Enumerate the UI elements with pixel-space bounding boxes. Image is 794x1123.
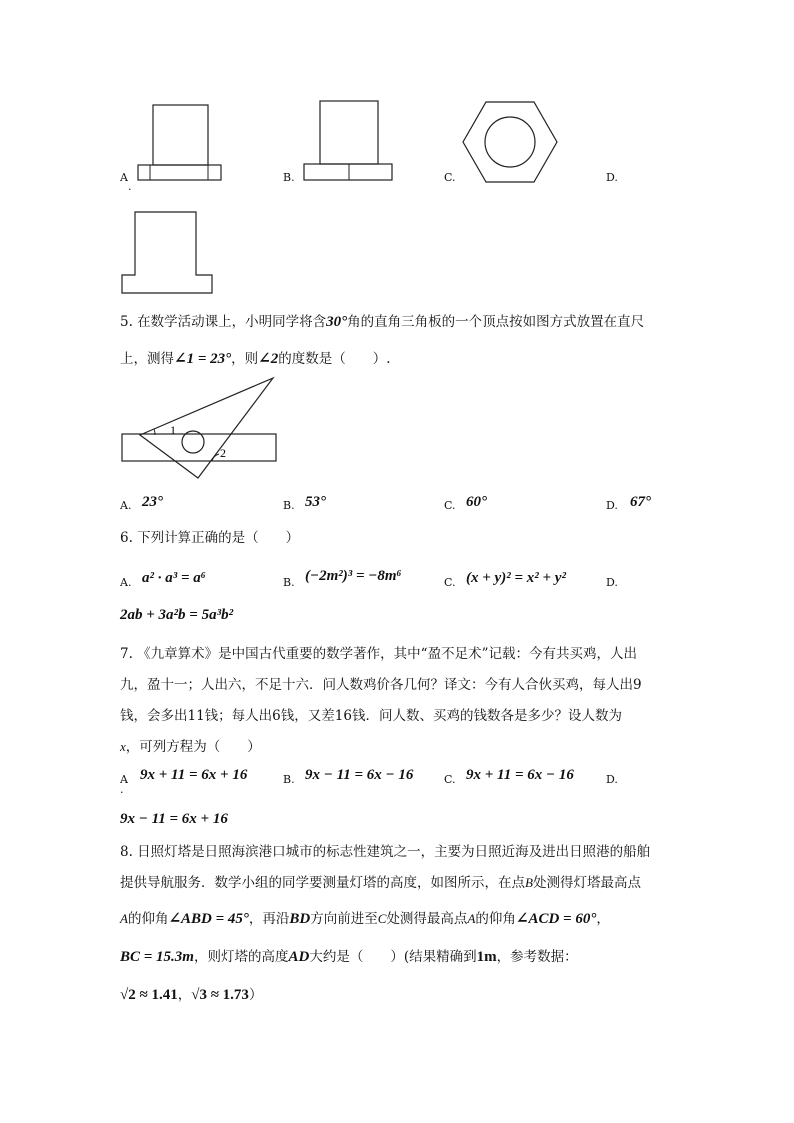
q5-opt-d-value[interactable]: 67° xyxy=(630,494,651,510)
angle-1-label: 1 xyxy=(170,423,176,437)
q8-bc: BC = 15.3m xyxy=(120,949,194,965)
q6-opt-a-label[interactable]: A. xyxy=(120,576,132,589)
q8-var-a2: A xyxy=(467,911,476,926)
q8-var-c: C xyxy=(377,911,387,926)
q8-line1: 8. 日照灯塔是日照海滨港口城市的标志性建筑之一，主要为日照近海及进出日照港的船舶 xyxy=(120,844,651,860)
q8-var-b: B xyxy=(525,875,533,890)
q8-line2-text: 提供导航服务．数学小组的同学要测量灯塔的高度，如图所示，在点 xyxy=(120,875,525,891)
q5-opt-c-label[interactable]: C. xyxy=(444,499,456,512)
q8-sqrt2: √2 ≈ 1.41 xyxy=(120,987,178,1003)
q5-line2-pre: 上，测得 xyxy=(120,351,174,367)
q8-line4-b: 大约是（ ）(结果精确到 xyxy=(309,949,477,965)
q7-var-x: x xyxy=(120,739,126,754)
q7-opt-c-label[interactable]: C. xyxy=(444,773,456,786)
q5-figure xyxy=(118,376,288,481)
q5-angle-2: ∠2 xyxy=(258,351,279,367)
option-d-figure xyxy=(120,210,214,296)
q6-stem: 6. 下列计算正确的是（ ） xyxy=(120,530,300,546)
q8-line3-e: 的仰角 xyxy=(475,911,516,927)
q8-var-a1: A xyxy=(120,911,128,926)
q6-options xyxy=(120,568,720,590)
q8-line3-a: 的仰角 xyxy=(127,911,169,927)
q5-line1-pre: 5. 在数学活动课上，小明同学将含 xyxy=(120,314,327,330)
option-b-figure xyxy=(302,99,394,183)
q5-line2-post: 的度数是（ ）. xyxy=(278,351,391,367)
q8-line3-c: 方向前进至 xyxy=(310,911,378,927)
option-d-label[interactable]: D. xyxy=(606,171,618,184)
q5-line2-mid: ，则 xyxy=(231,351,259,367)
q7-opt-c-value[interactable]: 9x + 11 = 6x − 16 xyxy=(466,767,574,783)
q5-opt-c-value[interactable]: 60° xyxy=(466,494,487,510)
q8-angle-acd: ∠ACD = 60° xyxy=(515,911,597,927)
q5-angle-30: 30° xyxy=(326,314,348,330)
option-b-label[interactable]: B. xyxy=(283,171,295,184)
q5-line1 xyxy=(120,313,644,331)
q8-line4-c: ，参考数据： xyxy=(496,949,578,965)
q5-opt-d-label[interactable]: D. xyxy=(606,499,618,512)
option-a-figure xyxy=(136,103,226,183)
q5-opt-a-label[interactable]: A. xyxy=(120,499,132,512)
q7-opt-a-dot: . xyxy=(120,783,124,796)
q5-options xyxy=(120,493,720,513)
q7-line4 xyxy=(120,738,261,756)
q8-line3-b: ，再沿 xyxy=(248,911,290,927)
q7-options xyxy=(120,767,720,796)
q8-end: ） xyxy=(248,987,263,1003)
q5-opt-a-value[interactable]: 23° xyxy=(142,494,163,510)
q8-unit: 1m xyxy=(476,949,497,965)
q7-opt-d-value[interactable]: 9x − 11 = 6x + 16 xyxy=(120,811,228,827)
q8-line3-f: ， xyxy=(596,911,610,927)
q7-line4-post: ，可列方程为（ ） xyxy=(125,739,261,755)
q5-line2 xyxy=(120,350,391,368)
set-square xyxy=(140,378,273,478)
q8-line3-d: 处测得最高点 xyxy=(386,911,468,927)
option-c-label[interactable]: C. xyxy=(444,171,456,184)
q7-opt-b-value[interactable]: 9x − 11 = 6x − 16 xyxy=(305,767,414,783)
q8-line4 xyxy=(120,948,578,966)
q7-opt-d-label[interactable]: D. xyxy=(606,773,618,786)
q8-line3 xyxy=(120,910,610,928)
q5-opt-b-label[interactable]: B. xyxy=(283,499,295,512)
angle-2-label: 2 xyxy=(220,446,226,460)
q7-line1: 7. 《九章算术》是中国古代重要的数学著作，其中“盈不足术”记载：今有共买鸡，人出 xyxy=(120,646,637,662)
q8-line5 xyxy=(120,986,262,1004)
q7-opt-a-label[interactable]: A xyxy=(120,773,128,786)
q6-opt-d-label[interactable]: D. xyxy=(606,576,618,589)
q5-angle-eq: ∠1 = 23° xyxy=(174,351,232,367)
q6-opt-b-value[interactable]: (−2m²)³ = −8m⁶ xyxy=(305,568,402,584)
q5-line1-post: 角的直角三角板的一个顶点按如图方式放置在直尺 xyxy=(347,314,645,330)
q6-opt-b-label[interactable]: B. xyxy=(283,576,295,589)
q6-opt-a-value[interactable]: a² · a³ = a⁶ xyxy=(142,570,207,586)
q8-sep: ， xyxy=(177,987,192,1003)
q8-line2-post: 处测得灯塔最高点 xyxy=(532,875,641,891)
option-c-figure xyxy=(462,100,560,184)
q7-opt-b-label[interactable]: B. xyxy=(283,773,295,786)
q8-angle-abd: ∠ABD = 45° xyxy=(168,911,249,927)
q6-opt-c-label[interactable]: C. xyxy=(444,576,456,589)
q8-bd: BD xyxy=(289,911,311,927)
q7-opt-a-value[interactable]: 9x + 11 = 6x + 16 xyxy=(140,767,248,783)
q7-line3: 钱，会多出11钱；每人出6钱，又差16钱．问人数、买鸡的钱数各是多少？设人数为 xyxy=(120,708,622,724)
option-a-dot: . xyxy=(128,180,132,193)
option-a-label[interactable]: A xyxy=(120,171,128,184)
q5-opt-b-value[interactable]: 53° xyxy=(305,494,326,510)
q8-ad: AD xyxy=(288,949,310,965)
q8-line2 xyxy=(120,874,641,892)
q7-line2: 九，盈十一；人出六，不足十六．问人数鸡价各几何？译文：今有人合伙买鸡，每人出9 xyxy=(120,677,642,693)
q6-opt-c-value[interactable]: (x + y)² = x² + y² xyxy=(466,570,566,586)
q8-line4-a: ，则灯塔的高度 xyxy=(193,949,289,965)
q6-opt-d-value[interactable]: 2ab + 3a²b = 5a³b² xyxy=(120,607,234,623)
q8-sqrt3: √3 ≈ 1.73 xyxy=(191,987,249,1003)
